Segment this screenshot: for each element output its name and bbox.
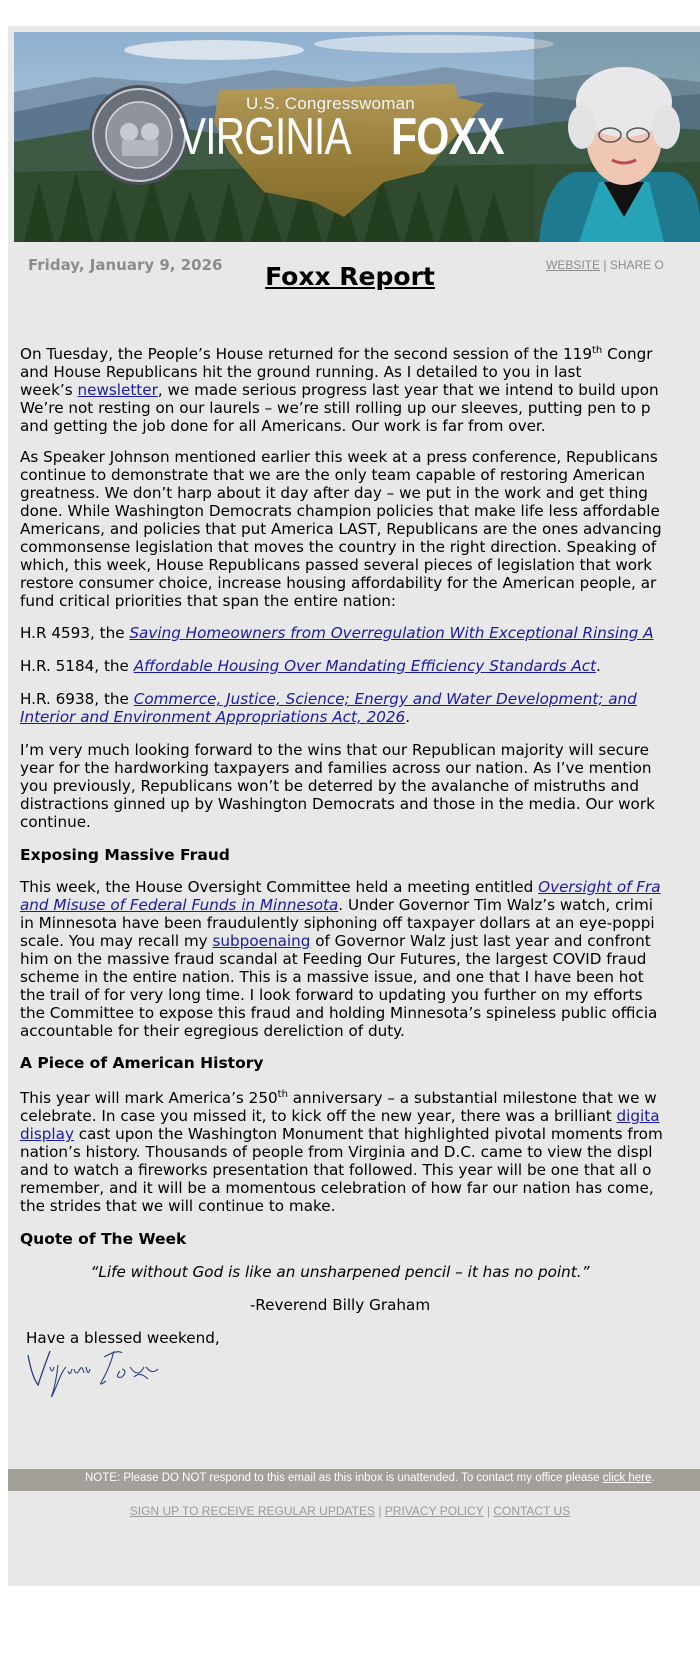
bill-item: H.R. 6938, the Commerce, Justice, Science; Energy and Water Development; and Interior and Environment Appropriations Act, 2026. xyxy=(20,690,637,726)
bill-link-hr5184[interactable]: Affordable Housing Over Mandating Efficiency Standards Act xyxy=(133,657,597,675)
header-banner xyxy=(14,32,700,242)
paragraph-line: restore consumer choice, increase housing affordability for the American people, ar xyxy=(20,574,657,592)
newsletter-link[interactable]: newsletter xyxy=(77,381,158,400)
paragraph-line: greatness. We don’t harp about it day after day – we put in the work and get thing xyxy=(20,484,648,502)
paragraph-line: Americans, and policies that put America LAST, Republicans are the ones advancing xyxy=(20,520,662,538)
quote-author: -Reverend Billy Graham xyxy=(249,1296,431,1314)
bill-item: H.R 4593, the Saving Homeowners from Overregulation With Exceptional Rinsing A xyxy=(20,624,654,642)
top-links-separator: | xyxy=(603,258,607,272)
closing-line: Have a blessed weekend, xyxy=(26,1329,220,1347)
intro-line: We’re not resting on our laurels – we’re still rolling up our sleeves, putting pen to p xyxy=(20,399,651,418)
digital-display-link[interactable]: digita xyxy=(616,1107,660,1126)
bill-item: H.R. 5184, the Affordable Housing Over Mandating Efficiency Standards Act. xyxy=(20,657,601,675)
footer-bar xyxy=(8,1469,700,1491)
signature-image xyxy=(22,1337,162,1397)
bill-link-hr4593[interactable]: Saving Homeowners from Overregulation With Exceptional Rinsing A xyxy=(129,624,654,642)
section-heading-history: A Piece of American History xyxy=(20,1054,264,1072)
intro-line: and House Republicans hit the ground running. As I detailed to you in last xyxy=(20,363,582,382)
quote-text: “Life without God is like an unsharpened pencil – it has no point.” xyxy=(90,1263,590,1281)
oversight-hearing-link-cont[interactable]: and Misuse of Federal Funds in Minnesota xyxy=(20,896,339,914)
bottom-links: SIGN UP TO RECEIVE REGULAR UPDATES | PRIVACY POLICY | CONTACT US xyxy=(129,1504,571,1518)
contact-us-link[interactable]: CONTACT US xyxy=(493,1504,571,1518)
banner-name xyxy=(179,104,504,170)
paragraph-line: you previously, Republicans won’t be deterred by the avalanche of mistruths and xyxy=(20,777,640,795)
privacy-policy-link[interactable]: PRIVACY POLICY xyxy=(384,1504,484,1518)
paragraph-line: continue. xyxy=(20,813,91,831)
footer-note: NOTE: Please DO NOT respond to this email as this inbox is unattended. To contact my office please click here. xyxy=(85,1472,655,1484)
bill-link-hr6938-cont[interactable]: Interior and Environment Appropriations Act, 2026 xyxy=(20,708,406,726)
paragraph-line: fund critical priorities that span the entire nation: xyxy=(20,592,396,610)
paragraph-line: As Speaker Johnson mentioned earlier this week at a press conference, Republicans xyxy=(20,448,658,466)
page-title: Foxx Report xyxy=(265,262,435,291)
paragraph-line: done. While Washington Democrats champion policies that make life less affordable xyxy=(20,502,660,520)
section-heading-quote: Quote of The Week xyxy=(20,1230,187,1248)
oversight-hearing-link[interactable]: Oversight of Fra xyxy=(538,878,661,896)
bill-link-hr6938[interactable]: Commerce, Justice, Science; Energy and Water Development; and xyxy=(133,690,637,708)
state-seal-icon xyxy=(89,85,189,185)
majority-paragraph xyxy=(20,741,655,831)
digital-display-link-cont[interactable]: display xyxy=(20,1125,74,1144)
share-link[interactable]: SHARE O xyxy=(609,258,664,272)
intro-line: and getting the job done for all Americans. Our work is far from over. xyxy=(20,417,546,436)
paragraph-line: year for the hardworking taxpayers and families across our nation. As I’ve mention xyxy=(20,759,652,777)
intro-line: week’s newsletter, we made serious progress last year that we intend to build upon xyxy=(20,381,659,400)
banner-first-name: VIRGINIA xyxy=(179,108,351,166)
issue-date: Friday, January 9, 2026 xyxy=(28,256,223,274)
signup-link[interactable]: SIGN UP TO RECEIVE REGULAR UPDATES xyxy=(129,1504,375,1518)
intro-paragraph xyxy=(20,342,659,435)
banner-last-name: FOXX xyxy=(391,108,504,166)
paragraph-line: distractions ginned up by Washington Democrats and those in the media. Our work xyxy=(20,795,655,813)
banner-subtitle: U.S. Congresswoman xyxy=(246,94,415,113)
paragraph-line: I’m very much looking forward to the wins that our Republican majority will secure xyxy=(20,741,649,759)
paragraph-line: continue to demonstrate that we are the only team capable of restoring American xyxy=(20,466,646,484)
fraud-paragraph: This week, the House Oversight Committee held a meeting entitled Oversight of Fra and Misuse of Federal Funds in Minnesota. Under Governor Tim Walz’s watch, crimi in Minnesota have been fraudulently siphoning off taxpayer dollars at an eye-poppi scale. You may recall my subpoenaing of Governor Walz just last year and confront him on the massive fraud scandal at Feeding Our Futures, the largest COVID fraud scheme in the entire nation. This is a massive issue, and one that I have been hot the trail of for very long time. I look forward to updating you further on my efforts the Committee to expose this fraud and holding Minnesota’s spineless public officia accountable for their egregious dereliction of duty. xyxy=(20,878,661,1040)
history-paragraph: This year will mark America’s 250th anniversary – a substantial milestone that we w celebrate. In case you missed it, to kick off the new year, there was a brilliant digita display cast upon the Washington Monument that highlighted pivotal moments from nation’s history. Thousands of people from Virginia and D.C. came to view the displ and to watch a fireworks presentation that followed. This year will be one that all o remember, and it will be a momentous celebration of how far our nation has come, the strides that we will continue to make. xyxy=(20,1089,663,1216)
legislation-paragraph xyxy=(20,448,662,610)
signature xyxy=(22,1337,162,1401)
section-heading-fraud: Exposing Massive Fraud xyxy=(20,846,230,864)
paragraph-line: which, this week, House Republicans passed several pieces of legislation that work xyxy=(20,556,653,574)
website-link[interactable]: WEBSITE xyxy=(546,258,601,272)
subpoenaing-link[interactable]: subpoenaing xyxy=(212,932,311,950)
click-here-link[interactable]: click here xyxy=(602,1472,652,1484)
intro-line: On Tuesday, the People’s House returned for the second session of the 119th Congr xyxy=(20,345,653,364)
paragraph-line: commonsense legislation that moves the country in the right direction. Speaking of xyxy=(20,538,657,556)
